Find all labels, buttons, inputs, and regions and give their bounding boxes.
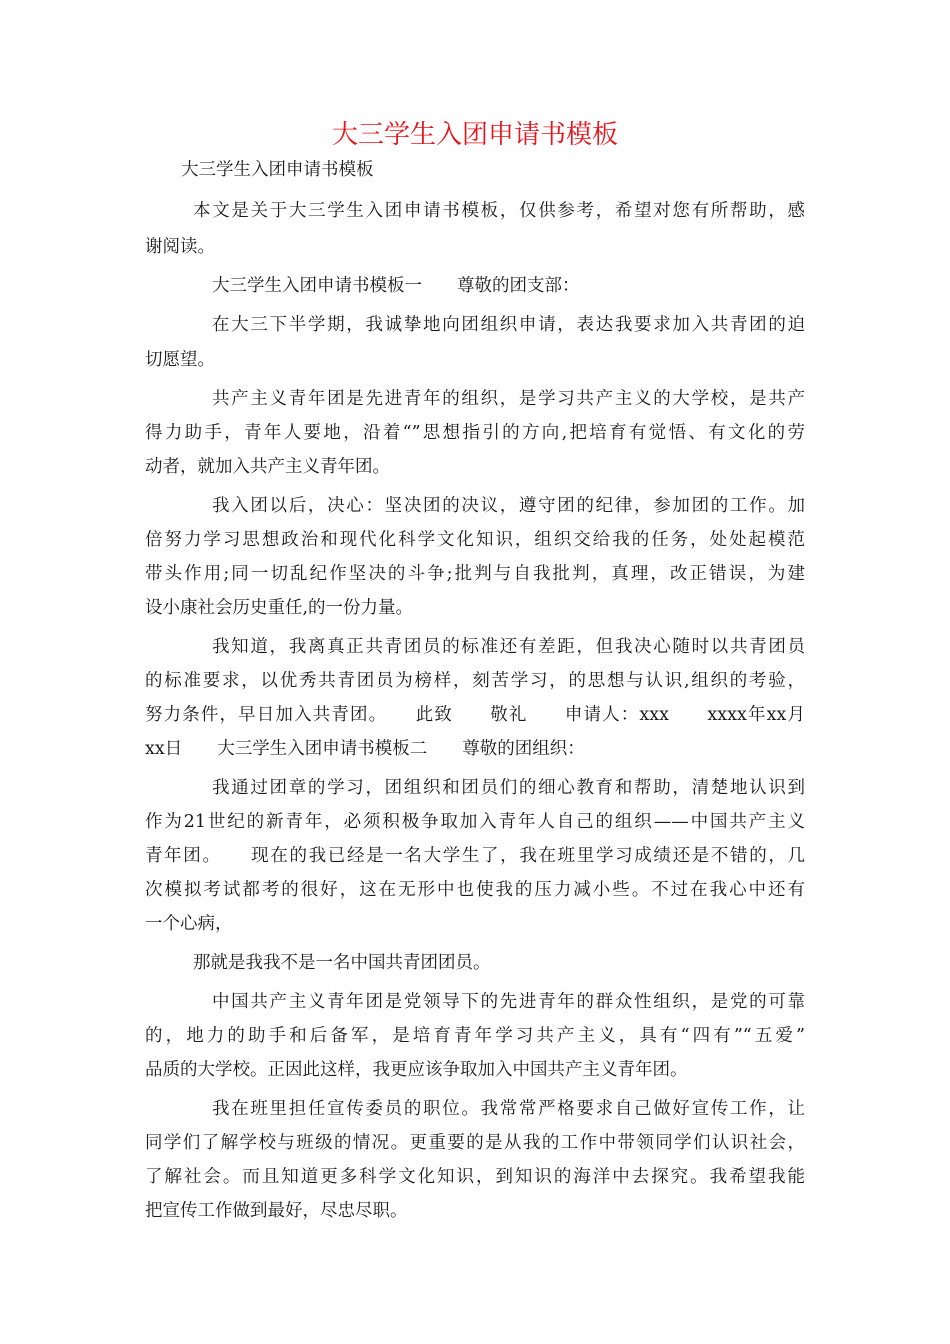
text-line: 一个心病， bbox=[145, 914, 233, 934]
text-line: 带头作用;同一切乱纪作坚决的斗争;批判与自我批判，真理，改正错误，为建 bbox=[145, 564, 805, 584]
text-line: 了解社会。而且知道更多科学文化知识，到知识的海洋中去探究。我希望我能 bbox=[145, 1167, 805, 1187]
text-line: 我知道，我离真正共青团员的标准还有差距，但我决心随时以共青团员 bbox=[212, 637, 805, 657]
text-line: 我入团以后，决心：坚决团的决议，遵守团的纪律，参加团的工作。加 bbox=[212, 496, 805, 516]
text-line: 动者，就加入共产主义青年团。 bbox=[145, 457, 390, 477]
text-line: 得力助手，青年人要地，沿着“”思想指引的方向,把培育有觉悟、有文化的劳 bbox=[145, 423, 805, 443]
text-line: 本文是关于大三学生入团申请书模板，仅供参考，希望对您有所帮助，感 bbox=[193, 201, 805, 221]
text-line: 切愿望。 bbox=[145, 350, 215, 370]
subtitle-line: 大三学生入团申请书模板 bbox=[181, 160, 374, 180]
text-line: 倍努力学习思想政治和现代化科学文化知识，组织交给我的任务，处处起模范 bbox=[145, 530, 805, 550]
document-title: 大三学生入团申请书模板 bbox=[331, 120, 618, 150]
text-line: 我通过团章的学习，团组织和团员们的细心教育和帮助，清楚地认识到 bbox=[212, 778, 805, 798]
text-line: 那就是我我不是一名中国共青团团员。 bbox=[193, 953, 491, 973]
text-line: 同学们了解学校与班级的情况。更重要的是从我的工作中带领同学们认识社会， bbox=[145, 1133, 805, 1153]
text-line: 作为21世纪的新青年，必须积极争取加入青年人自己的组织——中国共产主义 bbox=[145, 812, 805, 832]
text-line: 的，地力的助手和后备军，是培育青年学习共产主义，具有“四有”“五爱” bbox=[145, 1026, 805, 1046]
text-line: 中国共产主义青年团是党领导下的先进青年的群众性组织，是党的可靠 bbox=[212, 992, 805, 1012]
text-line: xx日 大三学生入团申请书模板二 尊敬的团组织： bbox=[145, 739, 585, 759]
text-line: 我在班里担任宣传委员的职位。我常常严格要求自己做好宣传工作，让 bbox=[212, 1099, 805, 1119]
text-line: 把宣传工作做到最好，尽忠尽职。 bbox=[145, 1201, 408, 1221]
text-line: 品质的大学校。正因此这样，我更应该争取加入中国共产主义青年团。 bbox=[145, 1060, 688, 1080]
text-line: 次模拟考试都考的很好，这在无形中也使我的压力减小些。不过在我心中还有 bbox=[145, 880, 805, 900]
text-line: 谢阅读。 bbox=[145, 237, 215, 257]
text-line: 设小康社会历史重任,的一份力量。 bbox=[145, 598, 414, 618]
text-line: 大三学生入团申请书模板一 尊敬的团支部： bbox=[212, 276, 580, 296]
text-line: 共产主义青年团是先进青年的组织，是学习共产主义的大学校，是共产 bbox=[212, 389, 805, 409]
text-line: 努力条件，早日加入共青团。 此致 敬礼 申请人：xxx xxxx年xx月 bbox=[145, 705, 805, 725]
text-line: 在大三下半学期，我诚挚地向团组织申请，表达我要求加入共青团的迫 bbox=[212, 315, 805, 335]
text-line: 青年团。 现在的我已经是一名大学生了，我在班里学习成绩还是不错的，几 bbox=[145, 846, 805, 866]
text-line: 的标准要求，以优秀共青团员为榜样，刻苦学习，的思想与认识,组织的考验， bbox=[145, 671, 805, 691]
